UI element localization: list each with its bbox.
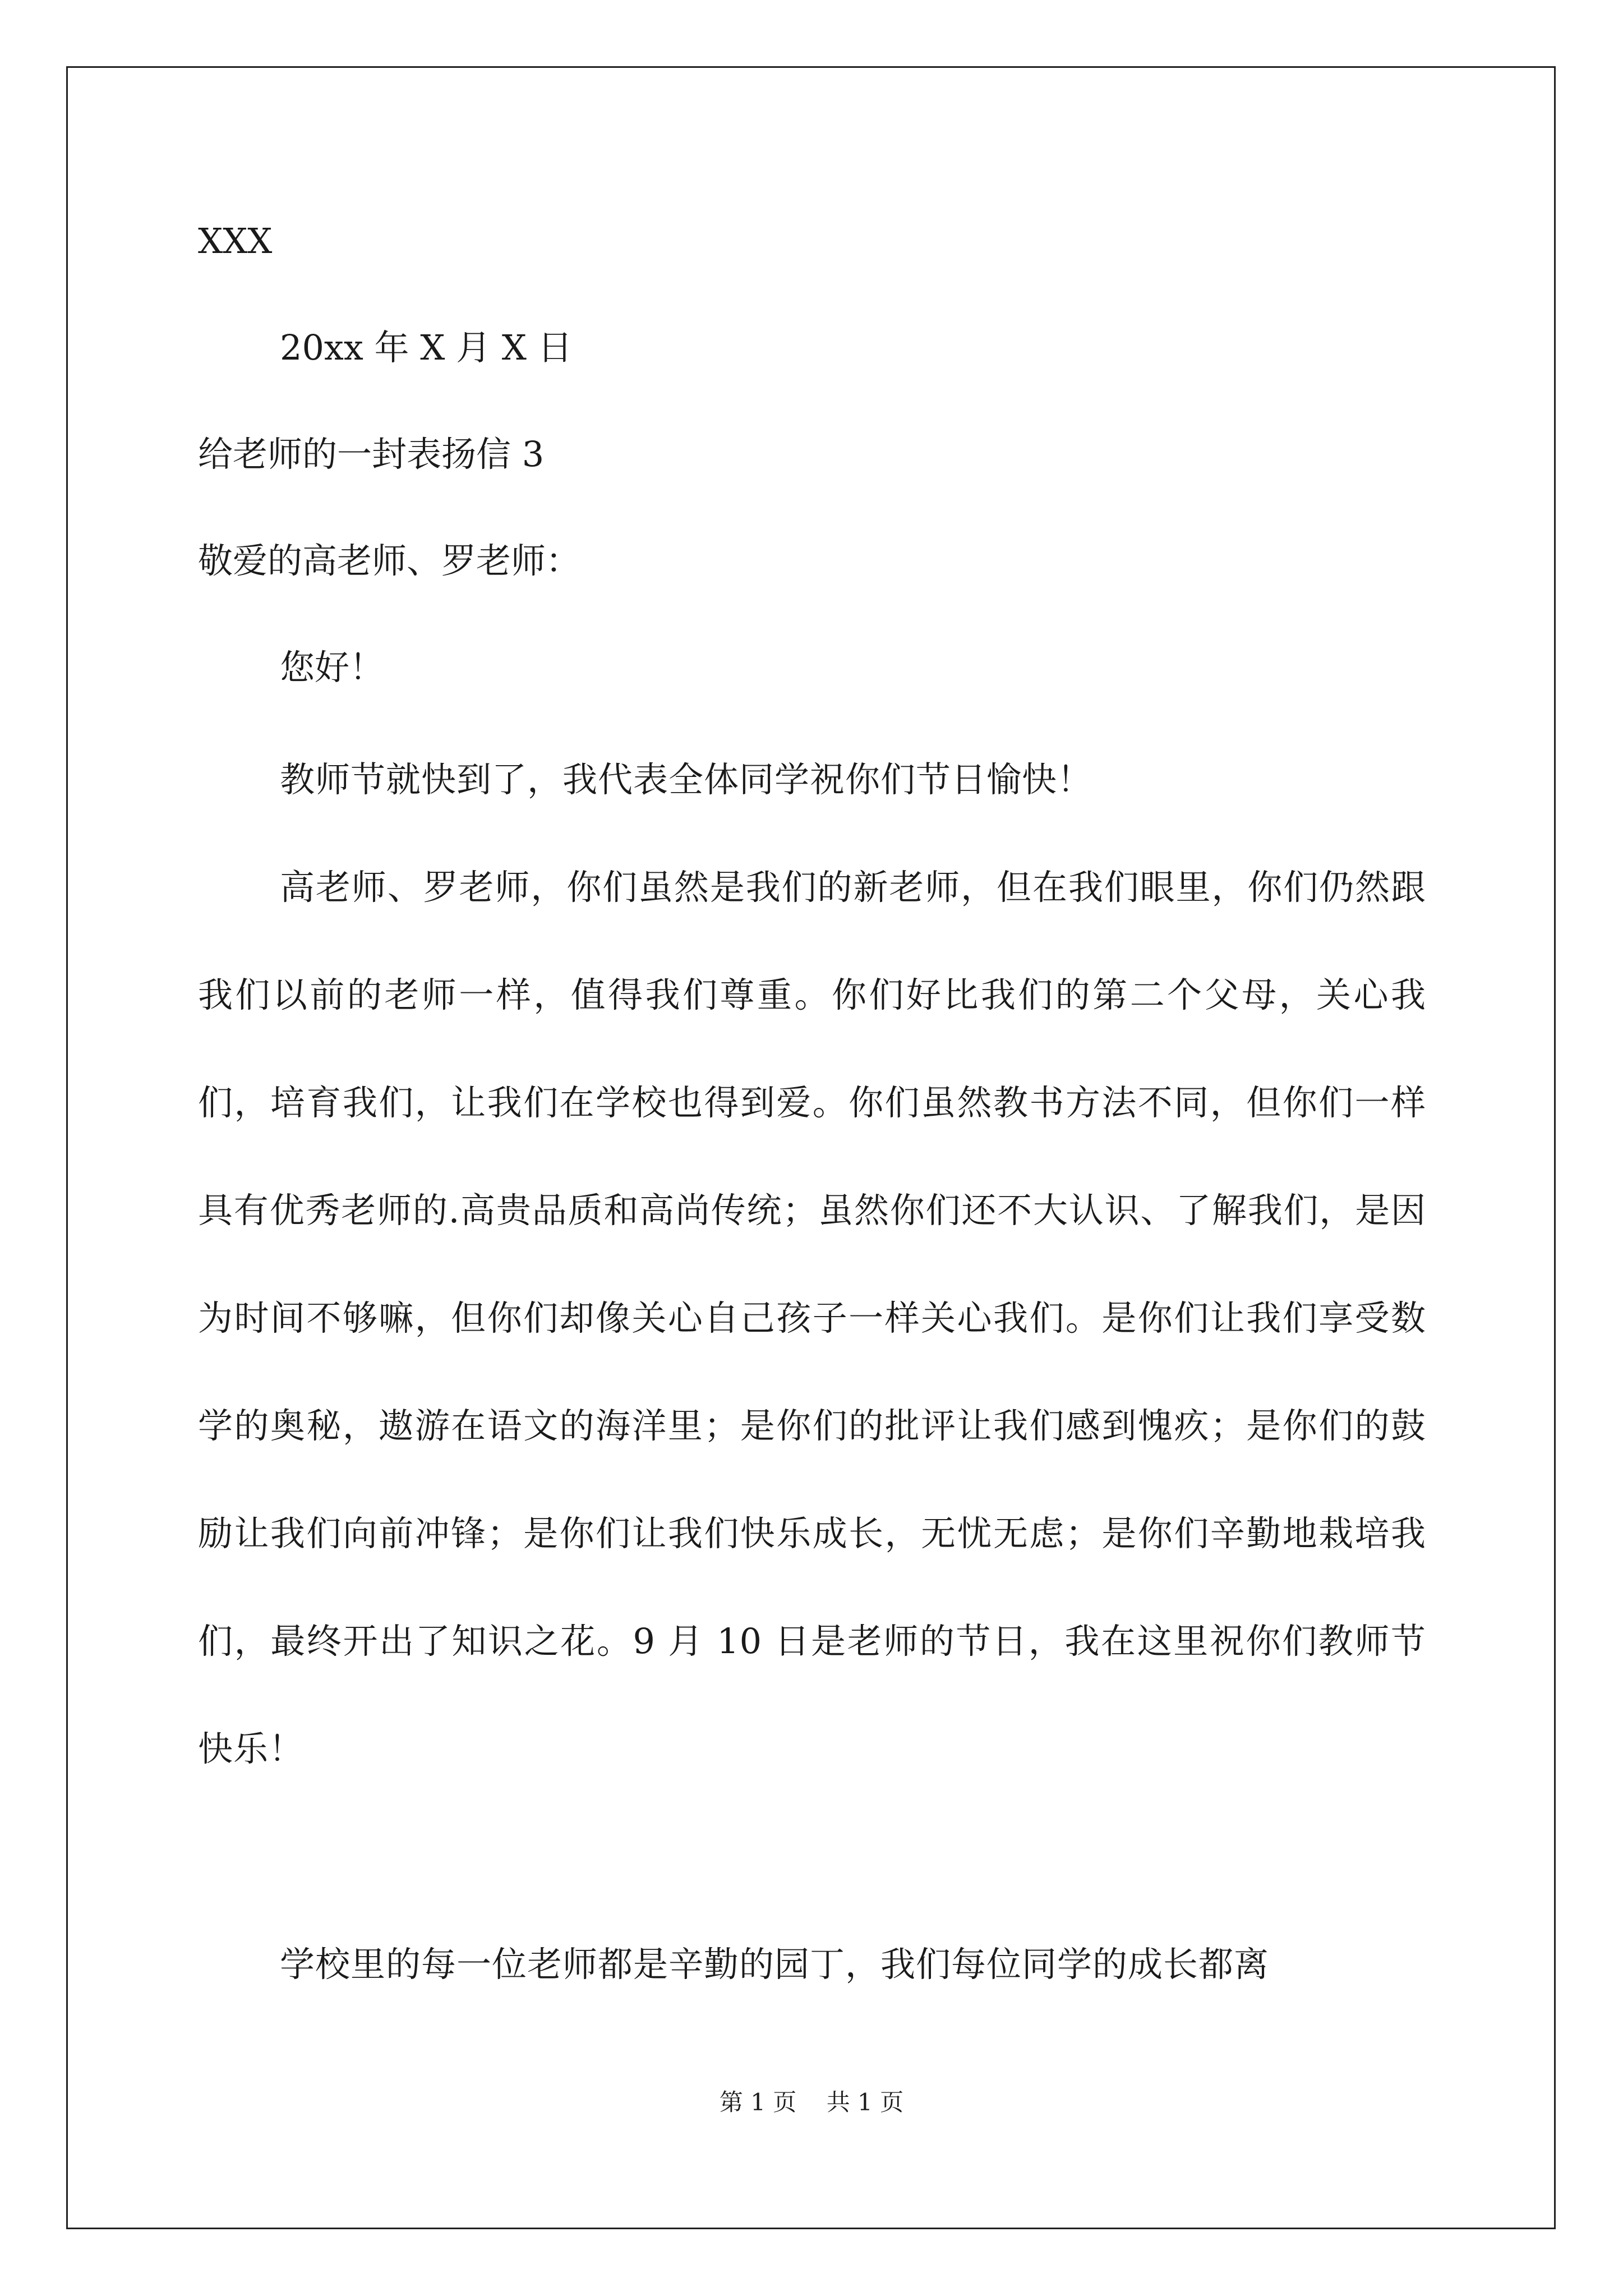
page-footer: 第 1 页 共 1 页 (719, 2088, 904, 2116)
paragraph-3: 学校里的每一位老师都是辛勤的园丁，我们每位同学的成长都离 (280, 1944, 1270, 1985)
paragraph-2: 高老师、罗老师，你们虽然是我们的新老师，但在我们眼里，你们仍然跟我们以前的老师一样，值得我们尊重。你们好比我们的第二个父母，关心我们，培育我们，让我们在学校也得到爱。你们虽然教书方法不同，但你们一样具有优秀老师的.高贵品质和高尚传统；虽然你们还不大认识、了解我们，是因为时间不够嘛，但你们却像关心自己孩子一样关心我们。是你们让我们享受数学的奥秘，遨游在语文的海洋里；是你们的批评让我们感到愧疚；是你们的鼓励让我们向前冲锋；是你们让我们快乐成长，无忧无虑；是你们辛勤地栽培我们，最终开出了知识之花。9 月 10 日是老师的节日，我在这里祝你们教师节快乐！ (198, 867, 1426, 1769)
salutation: 敬爱的高老师、罗老师： (198, 540, 581, 581)
letter-title: 给老师的一封表扬信 3 (198, 434, 545, 475)
paragraph-1: 教师节就快到了，我代表全体同学祝你们节日愉快！ (280, 759, 1093, 800)
letter-date: 20xx 年 X 月 X 日 (280, 327, 573, 368)
signature: XXX (198, 220, 273, 261)
greeting: 您好！ (280, 647, 385, 688)
